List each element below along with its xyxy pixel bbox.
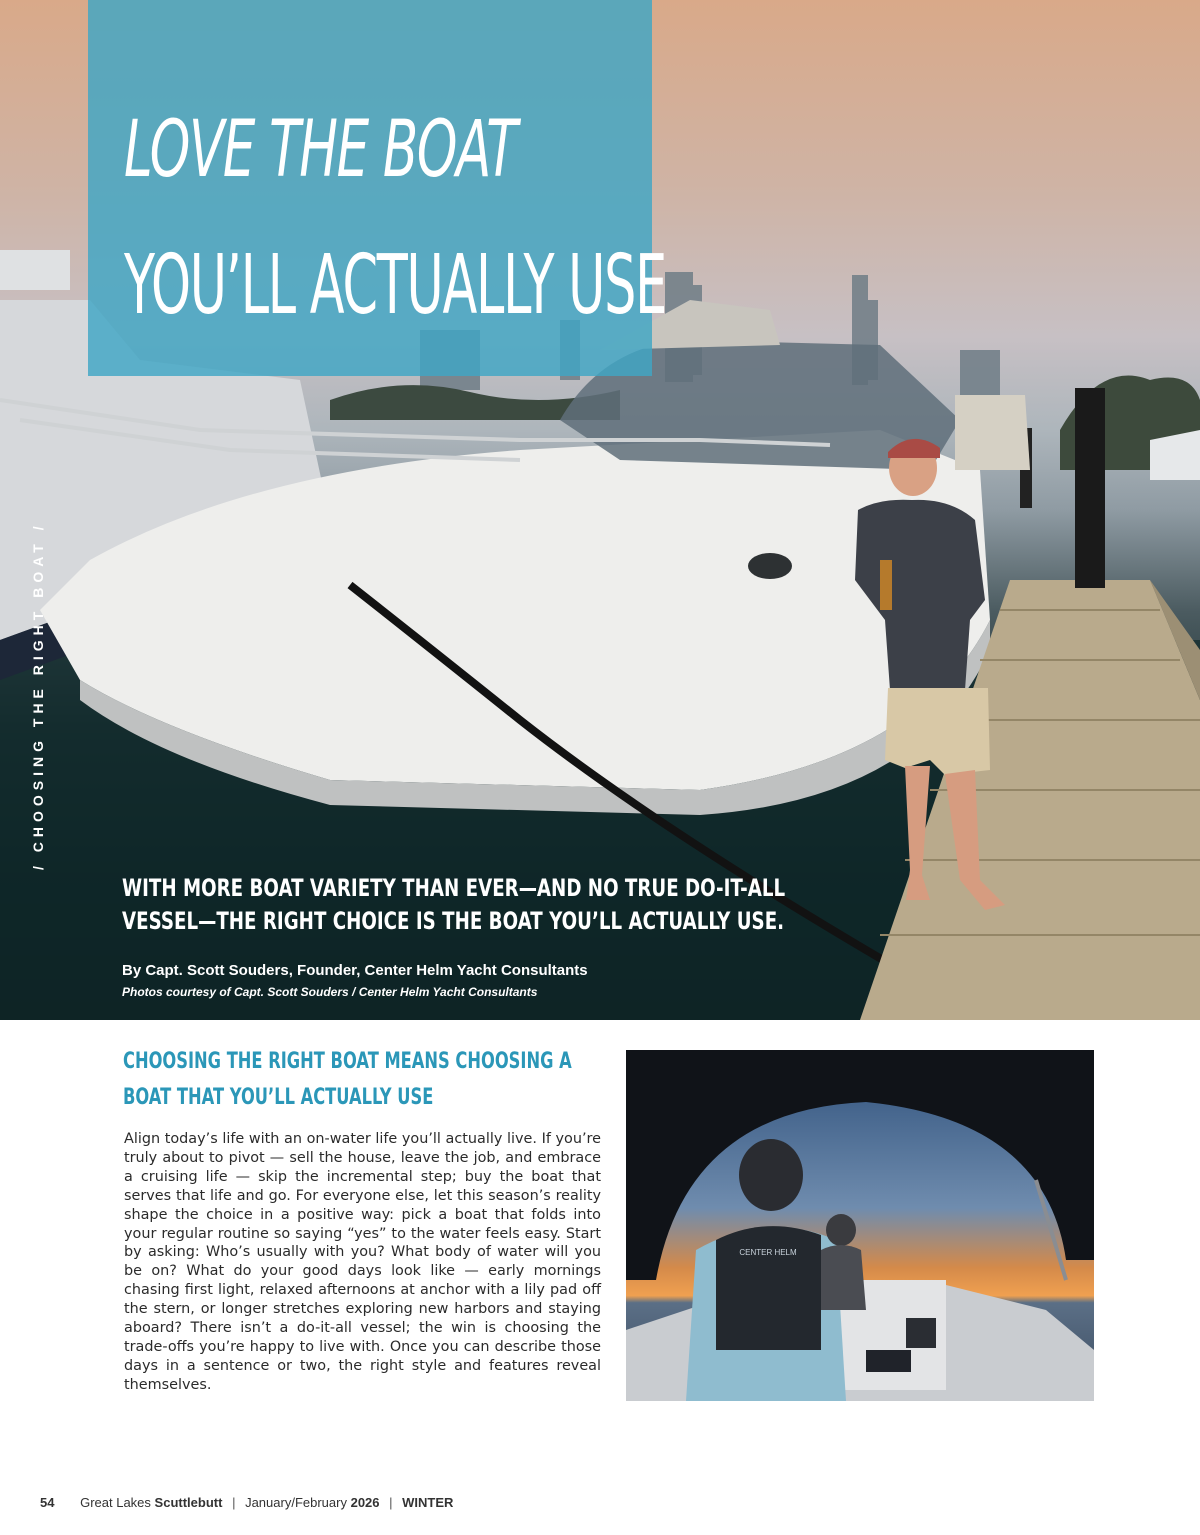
dek-line-2: VESSEL—THE RIGHT CHOICE IS THE BOAT YOU’LL ACTUALLY USE. [122, 907, 785, 935]
vest-logo: CENTER HELM [739, 1248, 797, 1257]
issue-year: 2026 [350, 1495, 380, 1510]
sunrise-helm-illustration [626, 1050, 1094, 1401]
issue-season: WINTER [402, 1495, 454, 1510]
footer-separator-2: | [389, 1495, 393, 1510]
photo-credit: Photos courtesy of Capt. Scott Souders / Center Helm Yacht Consultants [122, 985, 538, 999]
section-side-label: / CHOOSING THE RIGHT BOAT / [30, 521, 46, 870]
section-heading: CHOOSING THE RIGHT BOAT MEANS CHOOSING A BOAT THAT YOU’LL ACTUALLY USE [123, 1049, 572, 1110]
footer-separator-1: | [232, 1495, 236, 1510]
magazine-prefix: Great Lakes [80, 1495, 151, 1510]
byline: By Capt. Scott Souders, Founder, Center Helm Yacht Consultants [122, 962, 588, 979]
dek [122, 872, 786, 938]
article-body: Align today’s life with an on-water life you’ll actually live. If you’re truly about to pivot — sell the house, leave the job, and embrace a cruising life — skip the incremental step; buy the boat that serves that life and go. For everyone else, let this season’s reality shape the choice in a positive way: pick a boat that folds into your regular routine so saying “yes” to the water feels easy. Start by asking: Who’s usually with you? What body of water will you be on? What do your good days look like — early mornings chasing first light, relaxed afternoons at anchor with a lily pad off the stern, or longer stretches exploring new harbors and staying aboard? There isn’t a do-it-all vessel; the win is choosing the trade-offs you’re happy to live with. Once you can describe those days in a sentence or two, the right style and features reveal themselves. [124, 1131, 601, 1393]
headline-line-1: LOVE THE BOAT [124, 105, 517, 195]
issue-months: January/February [245, 1495, 347, 1510]
page-number: 54 [40, 1495, 55, 1510]
page-footer [40, 1495, 453, 1510]
headline-line-2: YOU’LL ACTUALLY USE [124, 238, 667, 333]
title-panel [88, 0, 667, 376]
magazine-name: Scuttlebutt [154, 1495, 223, 1510]
helm-photo [626, 1050, 1094, 1401]
dek-line-1: WITH MORE BOAT VARIETY THAN EVER—AND NO TRUE DO-IT-ALL [122, 874, 786, 902]
